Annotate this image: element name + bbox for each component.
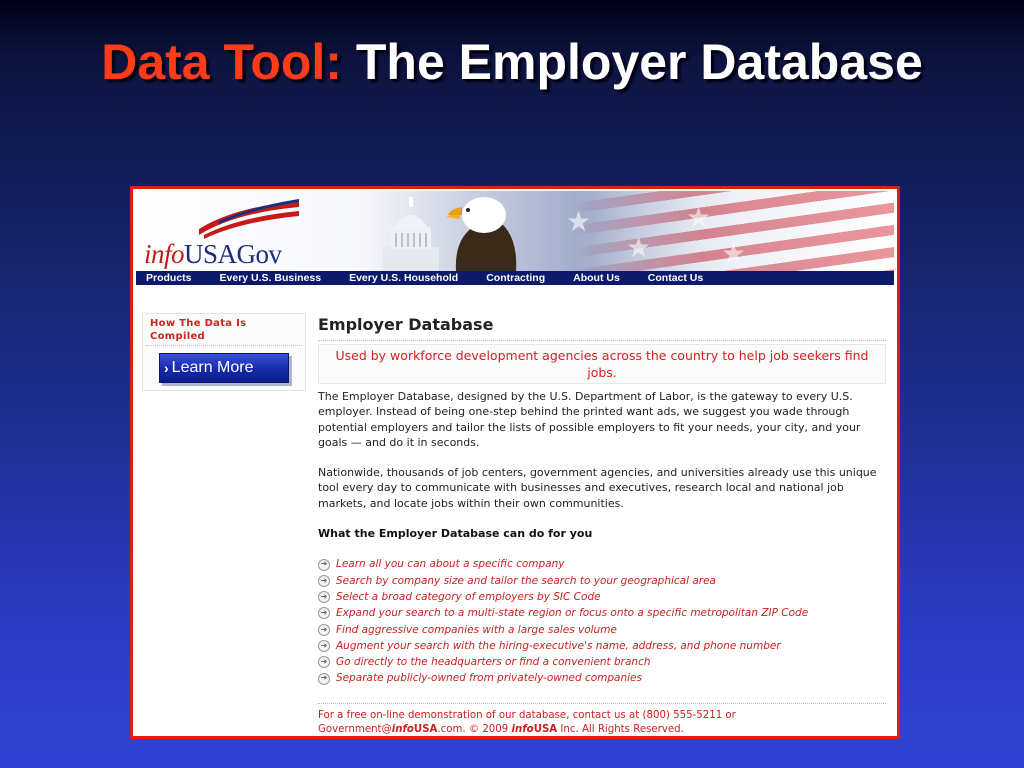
sidebar-box: [142, 313, 306, 391]
list-item[interactable]: ➜ Learn all you can about a specific company: [318, 556, 886, 572]
logo-info: info: [144, 239, 185, 269]
slide-title-rest: The Employer Database: [355, 34, 923, 90]
footer-email-prefix[interactable]: Government@: [318, 724, 392, 735]
arrow-circle-icon: ➜: [318, 591, 330, 603]
learn-more-button[interactable]: [159, 353, 289, 383]
intro-paragraph: The Employer Database, designed by the U.S. Department of Labor, is the gateway to every U.S. employer. Instead of being one-step behind the printed want ads, we suggest you wade through potential employers and tailor the lists of possible employers to fit your needs, your city, and your goals — and do it in seconds.: [318, 390, 861, 449]
list-item[interactable]: ➜ Augment your search with the hiring-executive's name, address, and phone number: [318, 638, 886, 654]
page-title: Employer Database: [318, 315, 886, 341]
website-page: [136, 191, 894, 736]
footer-brand-usa-2: USA: [533, 724, 558, 735]
nav-products[interactable]: Products: [146, 272, 192, 284]
list-item[interactable]: ➜ Select a broad category of employers by SIC Code: [318, 589, 886, 605]
list-item[interactable]: ➜ Go directly to the headquarters or find a convenient branch: [318, 654, 886, 670]
footer-rights: Inc. All Rights Reserved.: [557, 724, 684, 735]
sidebar-heading[interactable]: How The Data Is Compiled: [146, 314, 302, 346]
arrow-circle-icon: ➜: [318, 624, 330, 636]
stars-graphic: ★ ★ ★ ★: [566, 201, 747, 270]
footer-copyright-line: [318, 723, 886, 736]
tagline: Used by workforce development agencies across the country to help job seekers find jobs.: [318, 344, 886, 384]
main-column: [318, 315, 886, 687]
site-navbar: [136, 271, 894, 285]
footer-contact-line: For a free on-line demonstration of our database, contact us at (800) 555-5211 or: [318, 710, 736, 721]
nav-contracting[interactable]: Contracting: [486, 272, 546, 284]
arrow-circle-icon: ➜: [318, 559, 330, 571]
list-item[interactable]: ➜ Expand your search to a multi-state region or focus onto a specific metropolitan ZIP Code: [318, 605, 886, 621]
learn-more-label: Learn More: [171, 359, 254, 376]
footer-brand-info-2: info: [511, 724, 534, 735]
list-item[interactable]: ➜ Search by company size and tailor the search to your geographical area: [318, 573, 886, 589]
usage-paragraph: Nationwide, thousands of job centers, government agencies, and universities already use this unique tool every day to communicate with businesses and executives, research local and national job markets, and locate jobs within their own communities.: [318, 466, 877, 510]
capitol-dome-icon: [381, 197, 441, 271]
nav-every-us-household[interactable]: Every U.S. Household: [349, 272, 459, 284]
eagle-icon: [446, 193, 526, 271]
arrow-circle-icon: ➜: [318, 656, 330, 668]
list-item[interactable]: ➜ Separate publicly-owned from privately-owned companies: [318, 670, 886, 686]
nav-about-us[interactable]: About Us: [573, 272, 620, 284]
footer-email-suffix: .com. © 2009: [437, 724, 512, 735]
slide-title: [0, 32, 1024, 92]
features-heading: What the Employer Database can do for you: [318, 527, 593, 541]
list-item[interactable]: ➜ Find aggressive companies with a large sales volume: [318, 622, 886, 638]
arrow-circle-icon: ➜: [318, 673, 330, 685]
page-content: [136, 285, 894, 736]
footer-brand-info: info: [391, 724, 414, 735]
logo-flag-icon: [194, 199, 304, 239]
arrow-circle-icon: ➜: [318, 640, 330, 652]
chevron-right-icon: ›: [164, 360, 169, 376]
arrow-circle-icon: ➜: [318, 575, 330, 587]
screenshot-frame: [130, 186, 900, 739]
logo-text: [144, 239, 282, 270]
arrow-circle-icon: ➜: [318, 607, 330, 619]
slide-title-accent: Data Tool:: [101, 34, 342, 90]
footer-brand-usa: USA: [413, 724, 438, 735]
feature-list: [318, 556, 886, 686]
nav-every-us-business[interactable]: Every U.S. Business: [219, 272, 322, 284]
nav-contact-us[interactable]: Contact Us: [647, 272, 704, 284]
page-footer: [318, 703, 886, 736]
infousagov-logo[interactable]: [144, 199, 329, 269]
site-banner: [136, 191, 894, 271]
logo-rest: USAGov: [184, 239, 282, 269]
